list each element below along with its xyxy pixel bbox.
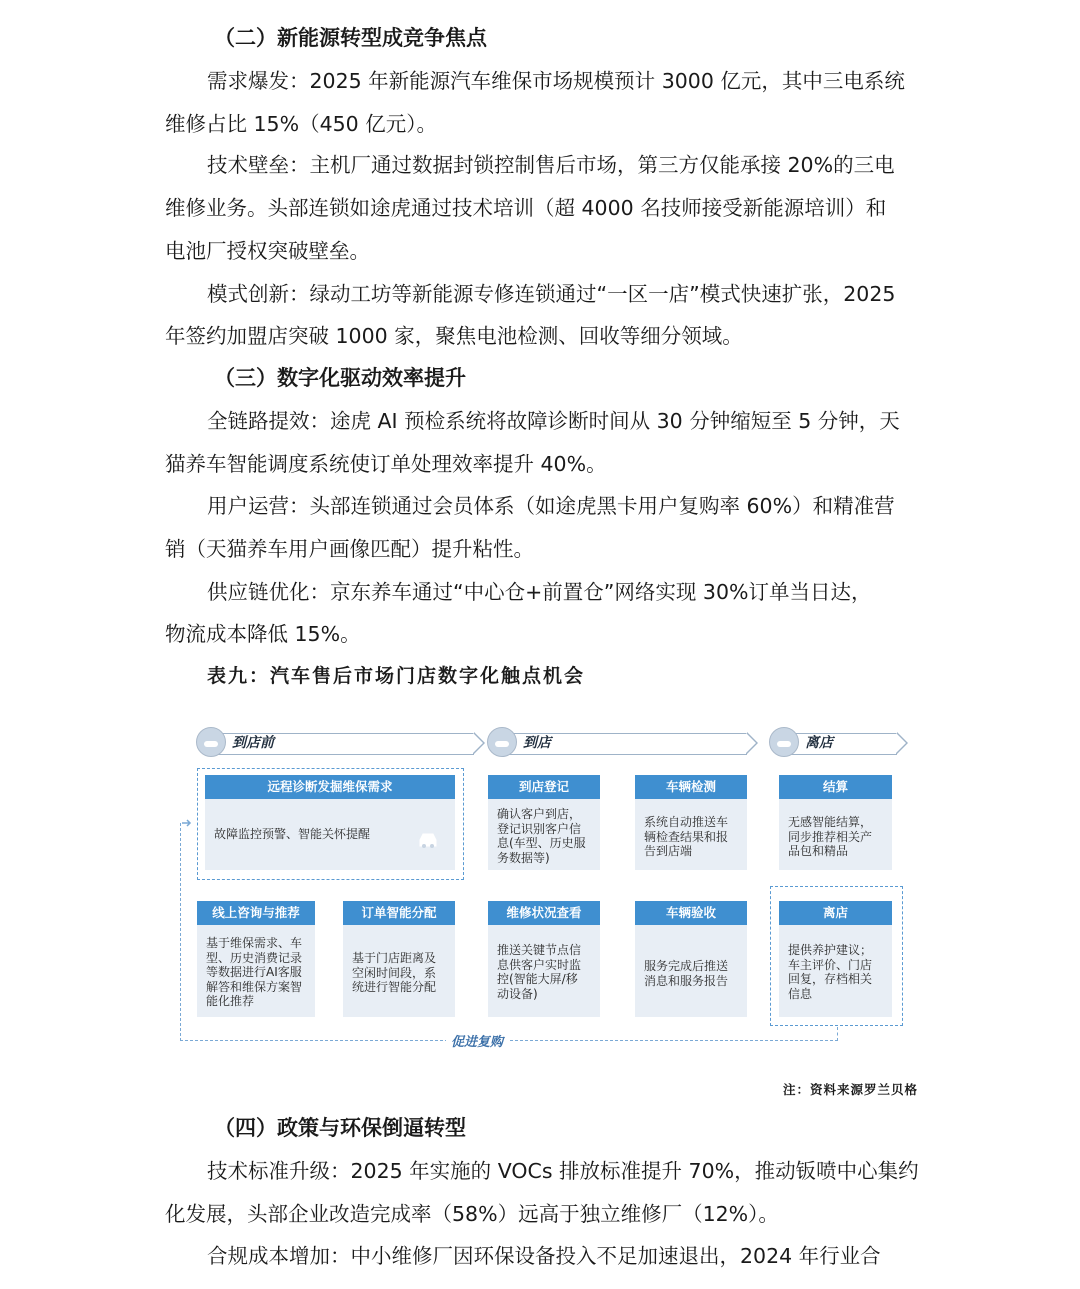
car-icon bbox=[196, 727, 226, 757]
stage-before-store bbox=[196, 729, 474, 755]
card-title: 远程诊断发掘维保需求 bbox=[205, 775, 455, 799]
card-title: 结算 bbox=[779, 775, 892, 799]
paragraph-line: 需求爆发：2025 年新能源汽车维保市场规模预计 3000 亿元，其中三电系统 bbox=[207, 69, 905, 93]
paragraph-line: 全链路提效：途虎 AI 预检系统将故障诊断时间从 30 分钟缩短至 5 分钟，天 bbox=[207, 409, 900, 433]
card-title: 车辆检测 bbox=[635, 775, 747, 799]
card-body: 基于维保需求、车 型、历史消费记录 等数据进行AI客服 解答和维保方案智 能化推荐 bbox=[206, 936, 303, 1008]
stage-in-store bbox=[487, 729, 747, 755]
paragraph-line: 技术标准升级：2025 年实施的 VOCs 排放标准提升 70%，推动钣喷中心集约 bbox=[207, 1159, 919, 1183]
table-caption: 表九：汽车售后市场门店数字化触点机会 bbox=[207, 665, 586, 687]
card-title: 线上咨询与推荐 bbox=[197, 901, 315, 925]
car-icon bbox=[487, 727, 517, 757]
paragraph-line: 化发展，头部企业改造完成率（58%）远高于独立维修厂（12%）。 bbox=[165, 1202, 779, 1226]
paragraph-line: 电池厂授权突破壁垒。 bbox=[165, 239, 370, 263]
card-body: 推送关键节点信 息供客户实时监 控(智能大屏/移 动设备) bbox=[497, 943, 582, 1001]
card-body: 无感智能结算， 同步推荐相关产 品包和精品 bbox=[788, 815, 873, 858]
card-title: 到店登记 bbox=[488, 775, 600, 799]
paragraph-line: 技术壁垒：主机厂通过数据封锁控制售后市场，第三方仅能承接 20%的三电 bbox=[207, 153, 895, 177]
paragraph-line: 供应链优化：京东养车通过“中心仓+前置仓”网络实现 30%订单当日达， bbox=[207, 580, 872, 604]
repurchase-loop-line bbox=[180, 823, 838, 1041]
car-icon bbox=[769, 727, 799, 757]
arrow-right-icon bbox=[180, 817, 192, 829]
card-title: 维修状况查看 bbox=[488, 901, 600, 925]
paragraph-line: 销（天猫养车用户画像匹配）提升粘性。 bbox=[165, 537, 534, 561]
stage-leave-store bbox=[769, 729, 897, 755]
paragraph-line: 维修占比 15%（450 亿元）。 bbox=[165, 112, 437, 136]
source-note: 注：资料来源罗兰贝格 bbox=[783, 1082, 919, 1097]
card-body: 服务完成后推送 消息和服务报告 bbox=[644, 959, 729, 988]
paragraph-line: 年签约加盟店突破 1000 家，聚焦电池检测、回收等细分领域。 bbox=[165, 324, 743, 348]
paragraph-line: 物流成本降低 15%。 bbox=[165, 622, 361, 646]
section-heading: （二）新能源转型成竞争焦点 bbox=[214, 26, 487, 50]
paragraph-line: 模式创新：绿动工坊等新能源专修连锁通过“一区一店”模式快速扩张，2025 bbox=[207, 282, 896, 306]
repurchase-loop-connector bbox=[836, 1027, 838, 1041]
stage-label: 到店 bbox=[523, 735, 551, 751]
section-heading: （三）数字化驱动效率提升 bbox=[214, 366, 466, 390]
loop-label: 促进复购 bbox=[446, 1031, 508, 1050]
card-body: 提供养护建议； 车主评价、门店 回复，存档相关 信息 bbox=[788, 943, 873, 1001]
paragraph-line: 用户运营：头部连锁通过会员体系（如途虎黑卡用户复购率 60%）和精准营 bbox=[207, 494, 895, 518]
stage-label: 离店 bbox=[805, 735, 833, 751]
paragraph-line: 维修业务。头部连锁如途虎通过技术培训（超 4000 名技师接受新能源培训）和 bbox=[165, 196, 887, 220]
card-body: 确认客户到店， 登记识别客户信 息(车型、历史服 务数据等) bbox=[497, 807, 586, 865]
card-title: 订单智能分配 bbox=[343, 901, 455, 925]
card-title: 车辆验收 bbox=[635, 901, 747, 925]
paragraph-line: 猫养车智能调度系统使订单处理效率提升 40%。 bbox=[165, 452, 607, 476]
paragraph-line: 合规成本增加：中小维修厂因环保设备投入不足加速退出，2024 年行业合 bbox=[207, 1244, 881, 1268]
section-heading: （四）政策与环保倒逼转型 bbox=[214, 1116, 466, 1140]
card-body: 故障监控预警、智能关怀提醒 bbox=[214, 827, 371, 841]
card-title: 离店 bbox=[779, 901, 892, 925]
card-body: 基于门店距离及 空闲时间段，系 统进行智能分配 bbox=[352, 951, 437, 994]
touchpoint-figure bbox=[170, 715, 915, 1055]
stage-label: 到店前 bbox=[232, 735, 274, 751]
card-body: 系统自动推送车 辆检查结果和报 告到店端 bbox=[644, 815, 729, 858]
